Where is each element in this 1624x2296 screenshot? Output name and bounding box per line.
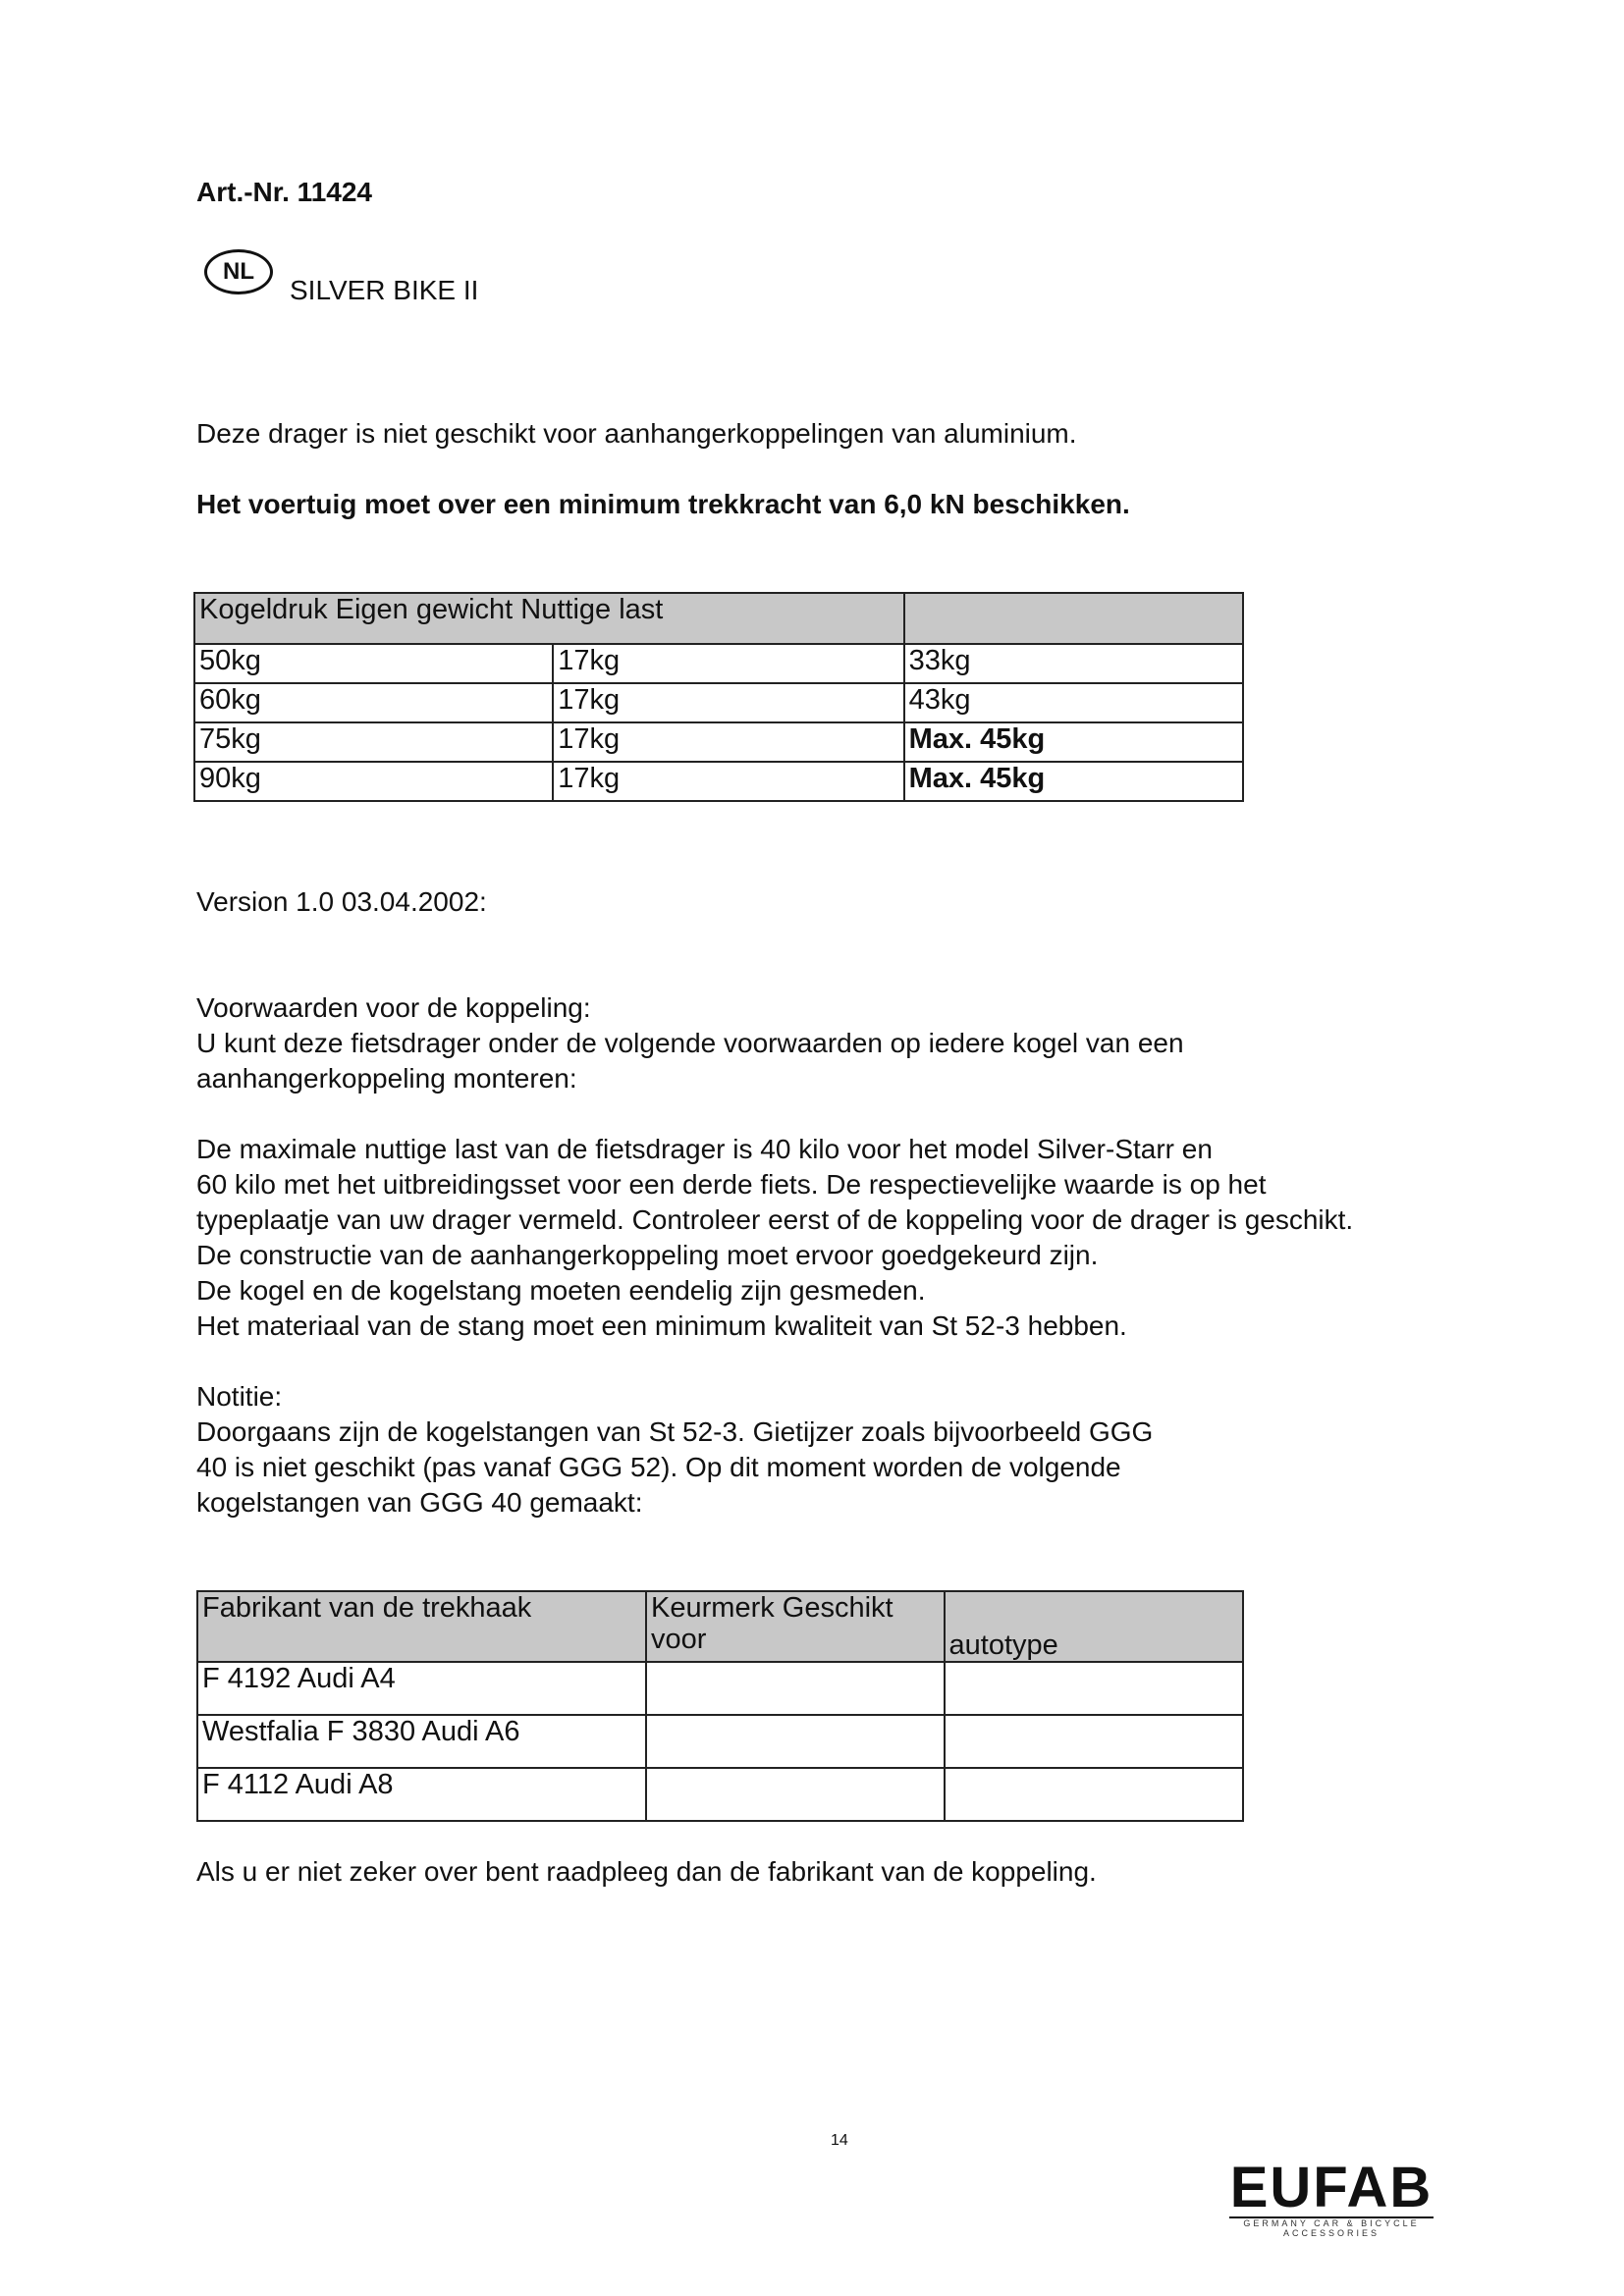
logo-text: EUFAB	[1229, 2156, 1434, 2219]
table-row	[194, 683, 1243, 722]
details-line: De maximale nuttige last van de fietsdrager is 40 kilo voor het model Silver-Starr en	[196, 1134, 1213, 1164]
table-row	[197, 1768, 1243, 1821]
article-number: Art.-Nr. 11424	[196, 177, 372, 207]
cell-nuttige-last: Max. 45kg	[904, 762, 1243, 801]
cell-nuttige-last: Max. 45kg	[904, 722, 1243, 762]
details-line: De constructie van de aanhangerkoppeling moet ervoor goedgekeurd zijn.	[196, 1240, 1099, 1270]
cell-eigen-gewicht: 17kg	[553, 683, 903, 722]
cell-eigen-gewicht: 17kg	[553, 762, 903, 801]
intro-bold-line: Het voertuig moet over een minimum trekkracht van 6,0 kN beschikken.	[196, 489, 1130, 519]
cell-kogeldruk: 60kg	[194, 683, 553, 722]
logo-subtext: GERMANY CAR & BICYCLE ACCESSORIES	[1229, 2216, 1434, 2238]
load-table-header	[194, 593, 1243, 644]
page-number: 14	[831, 2132, 848, 2149]
note-line: Doorgaans zijn de kogelstangen van St 52-3. Gietijzer zoals bijvoorbeeld GGG	[196, 1416, 1154, 1447]
eufab-logo	[1229, 2156, 1434, 2238]
note-line: kogelstangen van GGG 40 gemaakt:	[196, 1487, 643, 1518]
version-text: Version 1.0 03.04.2002:	[196, 886, 487, 917]
details-line: De kogel en de kogelstang moeten eendelig zijn gesmeden.	[196, 1275, 926, 1306]
cell-keurmerk	[646, 1715, 945, 1768]
product-name: SILVER BIKE II	[290, 275, 479, 305]
cell-keurmerk	[646, 1768, 945, 1821]
details-line: Het materiaal van de stang moet een minimum kwaliteit van St 52-3 hebben.	[196, 1310, 1127, 1341]
cell-fabrikant: F 4112 Audi A8	[197, 1768, 646, 1821]
table-row	[194, 644, 1243, 683]
cell-nuttige-last: 33kg	[904, 644, 1243, 683]
table-row	[194, 722, 1243, 762]
cell-kogeldruk: 50kg	[194, 644, 553, 683]
conditions-line: U kunt deze fietsdrager onder de volgende voorwaarden op iedere kogel van een	[196, 1028, 1184, 1058]
details-line: typeplaatje van uw drager vermeld. Controleer eerst of de koppeling voor de drager is geschikt.	[196, 1204, 1354, 1235]
manufacturer-table	[196, 1590, 1244, 1822]
cell-eigen-gewicht: 17kg	[553, 722, 903, 762]
note-line: 40 is niet geschikt (pas vanaf GGG 52). Op dit moment worden de volgende	[196, 1452, 1121, 1482]
intro-line: Deze drager is niet geschikt voor aanhangerkoppelingen van aluminium.	[196, 418, 1077, 449]
conditions-title: Voorwaarden voor de koppeling:	[196, 992, 591, 1023]
table-row	[194, 762, 1243, 801]
cell-fabrikant: Westfalia F 3830 Audi A6	[197, 1715, 646, 1768]
cell-autotype	[945, 1715, 1243, 1768]
table-row	[197, 1662, 1243, 1715]
cell-fabrikant: F 4192 Audi A4	[197, 1662, 646, 1715]
cell-nuttige-last: 43kg	[904, 683, 1243, 722]
language-badge: NL	[204, 249, 273, 294]
load-table	[193, 592, 1244, 802]
header-keurmerk: Keurmerk Geschikt voor	[646, 1591, 945, 1662]
note-title: Notitie:	[196, 1381, 283, 1412]
cell-eigen-gewicht: 17kg	[553, 644, 903, 683]
cell-autotype	[945, 1662, 1243, 1715]
load-table-header-cell: Kogeldruk Eigen gewicht Nuttige last	[194, 593, 904, 644]
header-autotype: autotype	[945, 1591, 1243, 1662]
table-row	[197, 1715, 1243, 1768]
load-table-header-empty	[904, 593, 1243, 644]
closing-text: Als u er niet zeker over bent raadpleeg dan de fabrikant van de koppeling.	[196, 1856, 1097, 1887]
manufacturer-table-header	[197, 1591, 1243, 1662]
cell-kogeldruk: 75kg	[194, 722, 553, 762]
cell-kogeldruk: 90kg	[194, 762, 553, 801]
details-line: 60 kilo met het uitbreidingsset voor een derde fiets. De respectievelijke waarde is op het	[196, 1169, 1267, 1200]
conditions-line: aanhangerkoppeling monteren:	[196, 1063, 577, 1094]
cell-keurmerk	[646, 1662, 945, 1715]
header-fabrikant: Fabrikant van de trekhaak	[197, 1591, 646, 1662]
cell-autotype	[945, 1768, 1243, 1821]
